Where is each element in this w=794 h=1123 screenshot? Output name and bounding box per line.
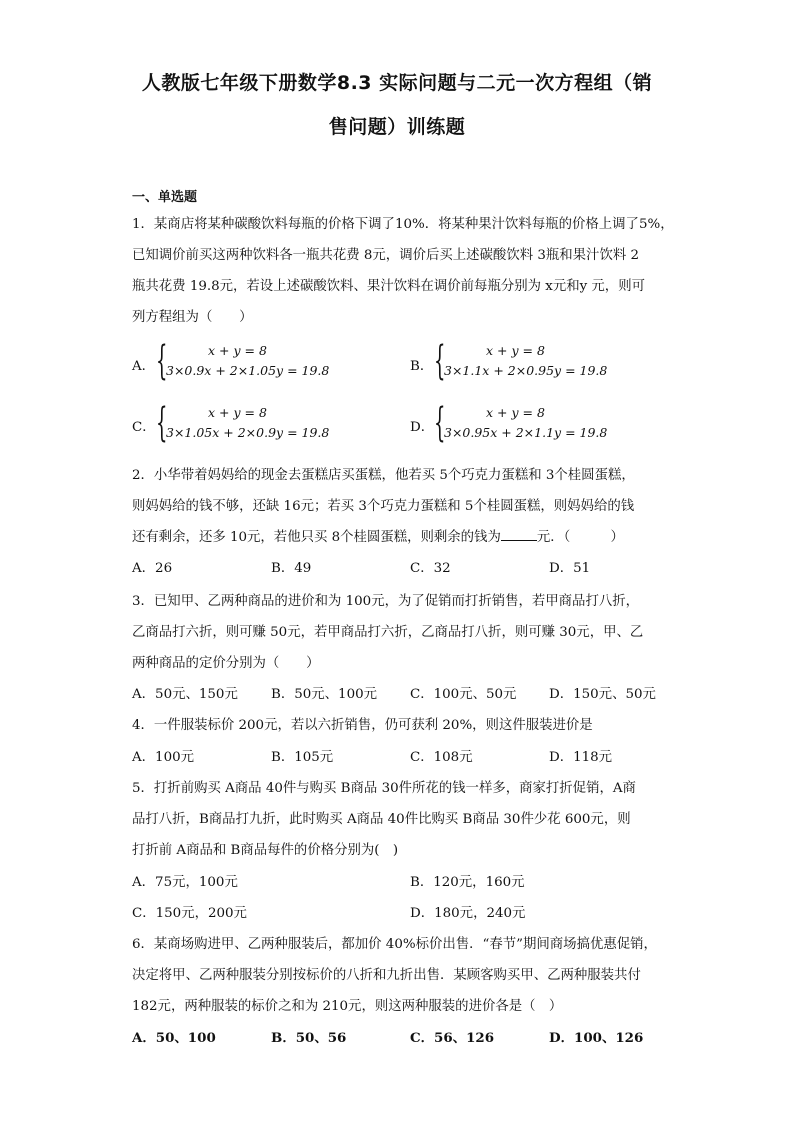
q1-option-b-eq2: 3×1.1x + 2×0.95y = 19.8 bbox=[444, 363, 608, 378]
q2-option-d: D．51 bbox=[549, 561, 591, 576]
q1-option-c-eq1: x + y = 8 bbox=[208, 405, 267, 420]
q5-line-1: 5．打折前购买 A商品 40件与购买 B商品 30件所花的钱一样多，商家打折促销，A商 bbox=[132, 781, 636, 796]
section-heading: 一、单选题 bbox=[132, 190, 198, 205]
q6-option-a: A．50、100 bbox=[132, 1030, 216, 1046]
brace-icon: { bbox=[434, 400, 446, 446]
brace-icon: { bbox=[156, 338, 168, 384]
q1-line-4: 列方程组为（ ） bbox=[132, 310, 253, 325]
q2-option-b: B．49 bbox=[271, 561, 312, 576]
q3-option-d: D．150元、50元 bbox=[549, 687, 656, 702]
doc-title-line2: 售问题）训练题 bbox=[328, 116, 466, 138]
q6-option-c: C．56、126 bbox=[410, 1030, 495, 1046]
q4-line-1: 4．一件服装标价 200元，若以六折销售，仍可获利 20%，则这件服装进价是 bbox=[132, 718, 593, 733]
q3-line-3: 两种商品的定价分别为（ ） bbox=[132, 656, 320, 671]
q1-option-d-eq2: 3×0.95x + 2×1.1y = 19.8 bbox=[444, 425, 608, 440]
q4-option-a: A．100元 bbox=[132, 750, 195, 765]
q1-option-a-label: A． bbox=[132, 359, 156, 374]
q2-option-a: A．26 bbox=[132, 561, 173, 576]
q1-option-a-eq2: 3×0.9x + 2×1.05y = 19.8 bbox=[166, 363, 330, 378]
q1-line-2: 已知调价前买这两种饮料各一瓶共花费 8元，调价后买上述碳酸饮料 3瓶和果汁饮料 2 bbox=[132, 248, 639, 263]
q5-line-3: 打折前 A商品和 B商品每件的价格分别为( ) bbox=[132, 843, 399, 858]
q1-option-a-eq1: x + y = 8 bbox=[208, 343, 267, 358]
q3-line-1: 3．已知甲、乙两种商品的进价和为 100元，为了促销而打折销售，若甲商品打八折， bbox=[132, 594, 640, 609]
q1-line-1: 1．某商店将某种碳酸饮料每瓶的价格下调了10%．将某种果汁饮料每瓶的价格上调了5%， bbox=[132, 217, 674, 232]
brace-icon: { bbox=[156, 400, 168, 446]
q1-option-d-eq1: x + y = 8 bbox=[486, 405, 545, 420]
q6-option-b: B．50、56 bbox=[271, 1030, 347, 1046]
q4-option-b: B．105元 bbox=[271, 750, 334, 765]
q6-line-1: 6．某商场购进甲、乙两种服装后，都加价 40%标价出售．“春节”期间商场搞优惠促销， bbox=[132, 937, 657, 952]
q1-line-3: 瓶共花费 19.8元，若设上述碳酸饮料、果汁饮料在调价前每瓶分别为 x元和y 元，则可 bbox=[132, 279, 645, 294]
q3-line-2: 乙商品打六折，则可赚 50元，若甲商品打六折，乙商品打八折，则可赚 30元，甲、乙 bbox=[132, 625, 644, 640]
q6-line-2: 决定将甲、乙两种服装分别按标价的八折和九折出售．某顾客购买甲、乙两种服装共付 bbox=[132, 968, 641, 983]
q3-option-c: C．100元、50元 bbox=[410, 687, 517, 702]
answer-blank bbox=[501, 528, 537, 541]
q5-line-2: 品打八折，B商品打九折，此时购买 A商品 40件比购买 B商品 30件少花 600元，则 bbox=[132, 812, 631, 827]
q1-option-c-label: C． bbox=[132, 420, 156, 435]
q2-option-c: C．32 bbox=[410, 561, 451, 576]
q5-option-a: A．75元，100元 bbox=[132, 875, 238, 890]
q1-option-b-label: B． bbox=[410, 359, 434, 374]
brace-icon: { bbox=[434, 338, 446, 384]
q1-option-d-label: D． bbox=[410, 420, 435, 435]
q5-option-d: D．180元，240元 bbox=[410, 906, 526, 921]
q2-line-3 bbox=[132, 526, 624, 545]
q2-line-3-text: 还有剩余，还多 10元，若他只买 8个桂圆蛋糕，则剩余的钱为 bbox=[132, 530, 501, 545]
q6-line-3: 182元，两种服装的标价之和为 210元，则这两种服装的进价各是（ ） bbox=[132, 999, 563, 1014]
q2-line-1: 2．小华带着妈妈给的现金去蛋糕店买蛋糕，他若买 5个巧克力蛋糕和 3个桂圆蛋糕， bbox=[132, 468, 635, 483]
q2-line-3-tail: 元．（ ） bbox=[536, 530, 624, 545]
q6-option-d: D．100、126 bbox=[549, 1030, 644, 1046]
q1-option-b-eq1: x + y = 8 bbox=[486, 343, 545, 358]
q4-option-c: C．108元 bbox=[410, 750, 473, 765]
q1-option-c-eq2: 3×1.05x + 2×0.9y = 19.8 bbox=[166, 425, 330, 440]
doc-title-line1: 人教版七年级下册数学8.3 实际问题与二元一次方程组（销 bbox=[141, 72, 653, 94]
q5-option-c: C．150元，200元 bbox=[132, 906, 247, 921]
q4-option-d: D．118元 bbox=[549, 750, 613, 765]
q3-option-a: A．50元、150元 bbox=[132, 687, 238, 702]
q2-line-2: 则妈妈给的钱不够，还缺 16元；若买 3个巧克力蛋糕和 5个桂圆蛋糕，则妈妈给的钱 bbox=[132, 499, 635, 514]
q5-option-b: B．120元，160元 bbox=[410, 875, 525, 890]
q3-option-b: B．50元、100元 bbox=[271, 687, 378, 702]
